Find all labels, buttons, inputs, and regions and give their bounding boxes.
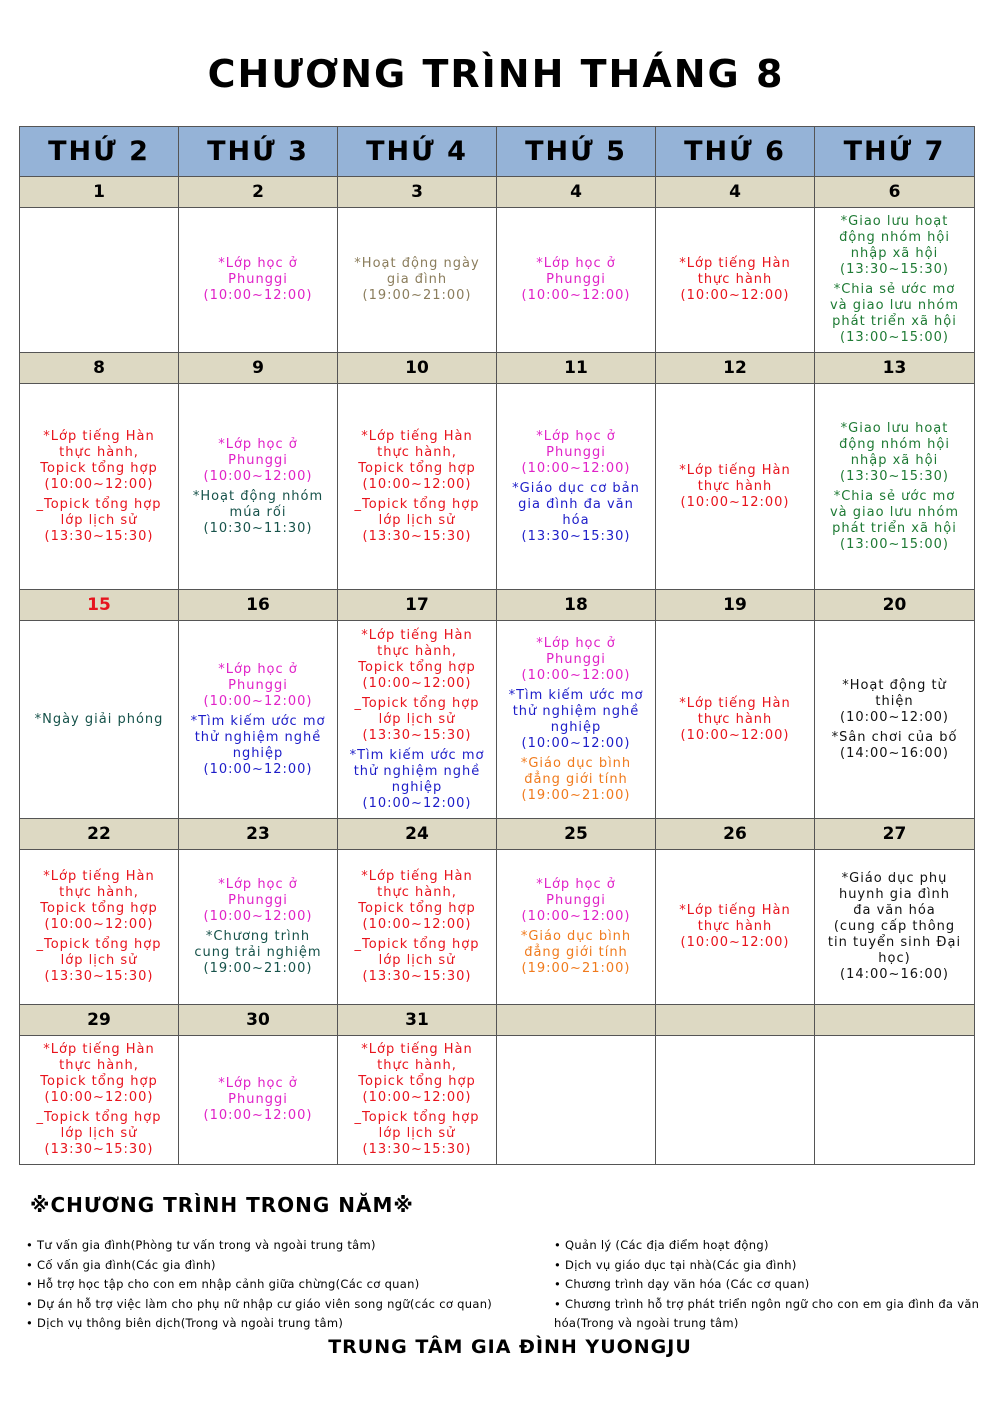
day-cell xyxy=(656,1036,815,1165)
event-entry: *Lớp học ở Phunggi (10:00~12:00) xyxy=(203,1076,313,1123)
events-row xyxy=(20,208,975,353)
event-entry: *Lớp tiếng Hàn thực hành, Topick tổng hợp (10:00~12:00) xyxy=(358,627,476,691)
day-cell xyxy=(179,384,338,590)
day-cell xyxy=(497,621,656,819)
date-number: 22 xyxy=(20,819,179,850)
event-entry: _Topick tổng hợp lớp lịch sử (13:30~15:30) xyxy=(354,496,480,544)
date-number: 13 xyxy=(815,353,975,384)
date-number: 12 xyxy=(656,353,815,384)
date-number xyxy=(815,1005,975,1036)
date-row xyxy=(20,177,975,208)
date-number: 3 xyxy=(338,177,497,208)
event-entry: *Lớp học ở Phunggi (10:00~12:00) xyxy=(203,661,313,709)
event-entry: *Giao lưu hoạt động nhóm hội nhập xã hội (13:30~15:30) xyxy=(839,420,950,484)
annual-item: • Dịch vụ giáo dục tại nhà(Các gia đình) xyxy=(554,1257,797,1272)
day-cell xyxy=(656,850,815,1005)
date-number: 29 xyxy=(20,1005,179,1036)
event-entry: *Lớp học ở Phunggi (10:00~12:00) xyxy=(203,256,313,303)
event-entry: *Sân chơi của bố (14:00~16:00) xyxy=(831,729,958,761)
annual-item: • Tư vấn gia đình(Phòng tư vấn trong và ngoài trung tâm) xyxy=(26,1238,376,1252)
day-cell xyxy=(20,850,179,1005)
event-entry: *Lớp tiếng Hàn thực hành (10:00~12:00) xyxy=(679,256,791,303)
event-entry: *Lớp tiếng Hàn thực hành (10:00~12:00) xyxy=(679,695,791,743)
event-entry: *Lớp học ở Phunggi (10:00~12:00) xyxy=(521,428,631,476)
annual-item: • Dịch vụ thông biên dịch(Trong và ngoài trung tâm) xyxy=(26,1316,344,1330)
date-row xyxy=(20,353,975,384)
date-number: 27 xyxy=(815,819,975,850)
date-number: 16 xyxy=(179,590,338,621)
event-entry: *Hoạt động từ thiện (10:00~12:00) xyxy=(840,677,949,725)
event-entry: *Ngày giải phóng xyxy=(34,711,164,727)
weekday-header: THỨ 7 xyxy=(815,127,975,177)
weekday-header-row xyxy=(20,127,975,177)
events-row xyxy=(20,850,975,1005)
date-number: 23 xyxy=(179,819,338,850)
day-cell xyxy=(179,208,338,353)
events-row xyxy=(20,384,975,590)
date-number: 30 xyxy=(179,1005,338,1036)
event-entry: *Lớp học ở Phunggi (10:00~12:00) xyxy=(521,635,631,683)
date-number: 24 xyxy=(338,819,497,850)
date-number: 8 xyxy=(20,353,179,384)
weekday-header: THỨ 5 xyxy=(497,127,656,177)
date-number: 1 xyxy=(20,177,179,208)
date-number: 2 xyxy=(179,177,338,208)
day-cell xyxy=(338,384,497,590)
date-number: 25 xyxy=(497,819,656,850)
day-cell xyxy=(815,208,975,353)
date-number: 17 xyxy=(338,590,497,621)
day-cell xyxy=(815,384,975,590)
event-entry: *Lớp học ở Phunggi (10:00~12:00) xyxy=(203,877,313,924)
event-entry: *Chương trình cung trải nghiệm (19:00~21:00) xyxy=(194,929,322,976)
event-entry: *Lớp học ở Phunggi (10:00~12:00) xyxy=(203,436,313,484)
day-cell xyxy=(338,208,497,353)
event-entry: *Giáo dục bình đẳng giới tính (19:00~21:00) xyxy=(520,755,632,803)
date-number: 31 xyxy=(338,1005,497,1036)
event-entry: _Topick tổng hợp lớp lịch sử (13:30~15:30) xyxy=(36,496,162,544)
date-number: 11 xyxy=(497,353,656,384)
event-entry: *Giáo dục phụ huynh gia đình đa văn hóa (cung cấp thông tin tuyển sinh Đại học) (14:00~16:00) xyxy=(827,871,962,982)
page-title: CHƯƠNG TRÌNH THÁNG 8 xyxy=(207,52,785,96)
date-number: 20 xyxy=(815,590,975,621)
day-cell xyxy=(815,850,975,1005)
event-entry: *Lớp tiếng Hàn thực hành, Topick tổng hợp (10:00~12:00) xyxy=(40,1042,158,1105)
date-number: 15 xyxy=(20,590,179,621)
date-number: 6 xyxy=(815,177,975,208)
event-entry: *Lớp tiếng Hàn thực hành (10:00~12:00) xyxy=(679,462,791,510)
event-entry: *Lớp tiếng Hàn thực hành, Topick tổng hợp (10:00~12:00) xyxy=(40,428,158,492)
date-number: 26 xyxy=(656,819,815,850)
events-row xyxy=(20,1036,975,1165)
event-entry: *Tìm kiếm ước mơ thử nghiệm nghề nghiệp (10:00~12:00) xyxy=(190,713,326,777)
day-cell xyxy=(497,1036,656,1165)
events-row xyxy=(20,621,975,819)
event-entry: *Tìm kiếm ước mơ thử nghiệm nghề nghiệp (10:00~12:00) xyxy=(508,687,644,751)
date-row xyxy=(20,590,975,621)
event-entry: *Giáo dục bình đẳng giới tính (19:00~21:00) xyxy=(520,929,632,976)
date-row xyxy=(20,819,975,850)
event-entry: *Chia sẻ ước mơ và giao lưu nhóm phát triển xã hội (13:00~15:00) xyxy=(829,282,960,345)
weekday-header: THỨ 6 xyxy=(656,127,815,177)
date-number: 19 xyxy=(656,590,815,621)
day-cell xyxy=(338,1036,497,1165)
event-entry: *Lớp học ở Phunggi (10:00~12:00) xyxy=(521,256,631,303)
event-entry: _Topick tổng hợp lớp lịch sử (13:30~15:30) xyxy=(354,1110,480,1157)
day-cell xyxy=(656,208,815,353)
annual-item: • Dự án hỗ trợ việc làm cho phụ nữ nhập cư giáo viên song ngữ(các cơ quan) xyxy=(26,1296,493,1311)
date-number xyxy=(656,1005,815,1036)
day-cell xyxy=(179,621,338,819)
annual-program-list-right xyxy=(554,1236,990,1334)
day-cell xyxy=(179,1036,338,1165)
event-entry: *Hoạt động nhóm múa rối (10:30~11:30) xyxy=(192,488,324,536)
day-cell xyxy=(815,621,975,819)
annual-item: • Cố vấn gia đình(Các gia đình) xyxy=(26,1257,216,1272)
day-cell xyxy=(20,621,179,819)
day-cell xyxy=(20,384,179,590)
annual-item: • Hỗ trợ học tập cho con em nhập cảnh giữa chừng(Các cơ quan) xyxy=(26,1277,420,1291)
calendar-table xyxy=(19,126,975,1165)
event-entry: _Topick tổng hợp lớp lịch sử (13:30~15:30) xyxy=(354,937,480,984)
day-cell xyxy=(20,208,179,353)
weekday-header: THỨ 3 xyxy=(179,127,338,177)
annual-item: • Chương trình hỗ trợ phát triển ngôn ngữ cho con em gia đình đa văn hóa(Trong và ngoài trung tâm) xyxy=(554,1296,980,1330)
event-entry: *Lớp tiếng Hàn thực hành, Topick tổng hợp (10:00~12:00) xyxy=(358,428,476,492)
event-entry: *Giao lưu hoạt động nhóm hội nhập xã hội (13:30~15:30) xyxy=(839,214,950,277)
day-cell xyxy=(497,850,656,1005)
weekday-header: THỨ 4 xyxy=(338,127,497,177)
event-entry: _Topick tổng hợp lớp lịch sử (13:30~15:30) xyxy=(354,695,480,743)
date-number xyxy=(497,1005,656,1036)
event-entry: *Tìm kiếm ước mơ thử nghiệm nghề nghiệp (10:00~12:00) xyxy=(349,747,485,811)
date-number: 4 xyxy=(497,177,656,208)
day-cell xyxy=(815,1036,975,1165)
day-cell xyxy=(338,621,497,819)
annual-item: • Quản lý (Các địa điểm hoạt động) xyxy=(554,1238,769,1252)
date-number: 9 xyxy=(179,353,338,384)
annual-program-heading: ※CHƯƠNG TRÌNH TRONG NĂM※ xyxy=(30,1193,414,1217)
annual-item: • Chương trình dạy văn hóa (Các cơ quan) xyxy=(554,1277,810,1291)
day-cell xyxy=(497,384,656,590)
event-entry: *Hoạt động ngày gia đình (19:00~21:00) xyxy=(354,256,480,303)
event-entry: *Lớp tiếng Hàn thực hành, Topick tổng hợp (10:00~12:00) xyxy=(358,869,476,932)
date-number: 18 xyxy=(497,590,656,621)
event-entry: *Chia sẻ ước mơ và giao lưu nhóm phát triển xã hội (13:00~15:00) xyxy=(829,488,960,552)
day-cell xyxy=(656,384,815,590)
event-entry: *Lớp học ở Phunggi (10:00~12:00) xyxy=(521,877,631,924)
footer-organization: TRUNG TÂM GIA ĐÌNH YUONGJU xyxy=(328,1336,692,1358)
event-entry: _Topick tổng hợp lớp lịch sử (13:30~15:30) xyxy=(36,937,162,984)
event-entry: _Topick tổng hợp lớp lịch sử (13:30~15:30) xyxy=(36,1110,162,1157)
day-cell xyxy=(179,850,338,1005)
day-cell xyxy=(338,850,497,1005)
day-cell xyxy=(20,1036,179,1165)
date-number: 4 xyxy=(656,177,815,208)
weekday-header: THỨ 2 xyxy=(20,127,179,177)
event-entry: *Lớp tiếng Hàn thực hành, Topick tổng hợp (10:00~12:00) xyxy=(358,1042,476,1105)
date-number: 10 xyxy=(338,353,497,384)
event-entry: *Giáo dục cơ bản gia đình đa văn hóa (13:30~15:30) xyxy=(512,480,640,544)
event-entry: *Lớp tiếng Hàn thực hành, Topick tổng hợp (10:00~12:00) xyxy=(40,869,158,932)
date-row xyxy=(20,1005,975,1036)
annual-program-list-left xyxy=(26,1236,546,1334)
event-entry: *Lớp tiếng Hàn thực hành (10:00~12:00) xyxy=(679,903,791,950)
day-cell xyxy=(497,208,656,353)
day-cell xyxy=(656,621,815,819)
